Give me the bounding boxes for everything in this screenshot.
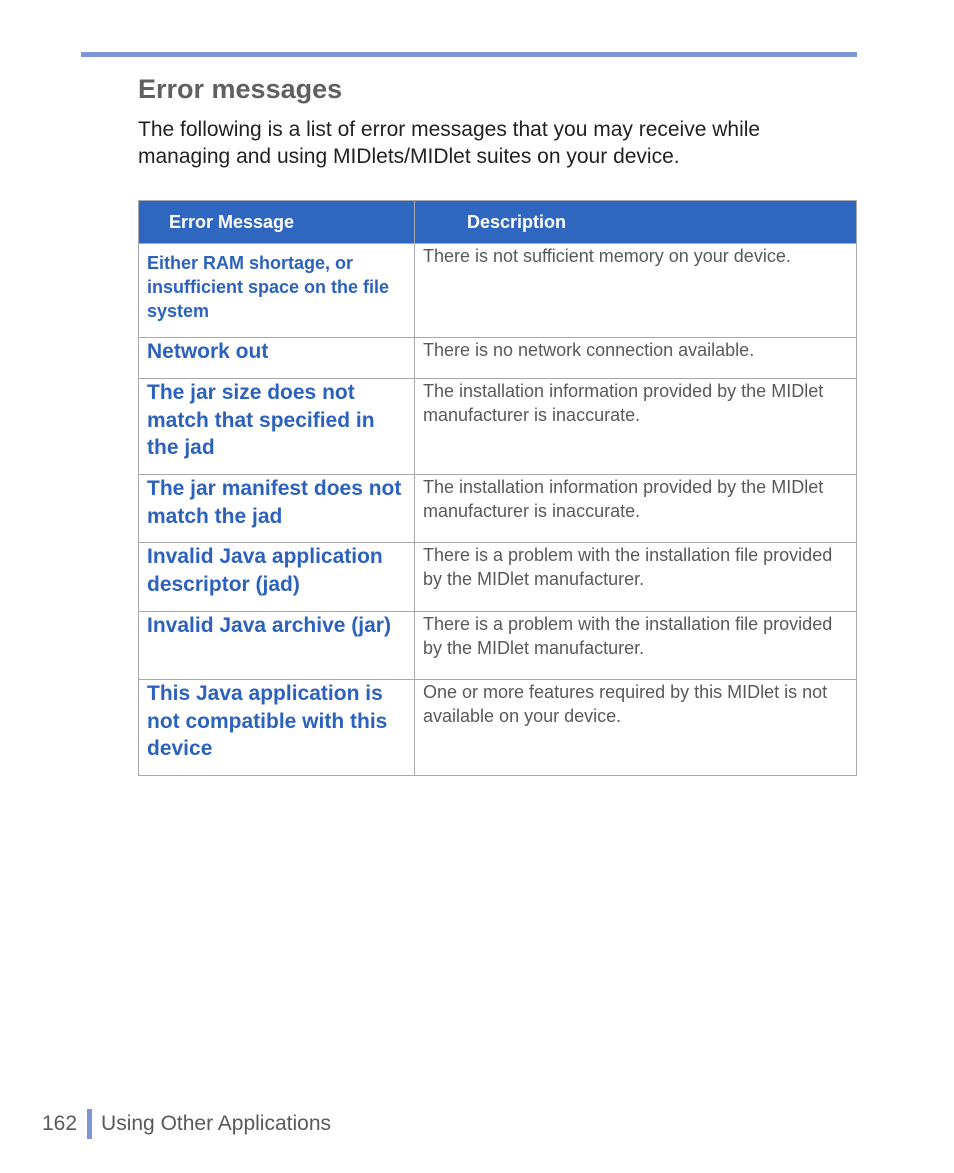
- error-message-cell: Invalid Java application descriptor (jad): [139, 543, 415, 612]
- table-row: [139, 338, 857, 379]
- error-message-cell: Network out: [139, 338, 415, 379]
- error-message-cell: The jar manifest does not match the jad: [139, 475, 415, 543]
- error-message-cell: The jar size does not match that specified in the jad: [139, 379, 415, 475]
- error-messages-table: [138, 200, 857, 776]
- table-row: [139, 475, 857, 543]
- column-header-error-message: Error Message: [139, 201, 415, 244]
- table-row: [139, 379, 857, 475]
- description-cell: There is a problem with the installation file provided by the MIDlet manufacturer.: [415, 543, 857, 612]
- page-number: 162: [42, 1112, 78, 1135]
- intro-paragraph: The following is a list of error messages that you may receive while managing and using MIDlets/MIDlet suites on your device.: [138, 118, 761, 168]
- table-row: [139, 543, 857, 612]
- page-footer: [42, 1108, 331, 1140]
- description-cell: The installation information provided by the MIDlet manufacturer is inaccurate.: [415, 475, 857, 543]
- table-row: [139, 680, 857, 776]
- error-message-cell: Either RAM shortage, or insufficient space on the file system: [139, 244, 415, 338]
- description-cell: There is no network connection available.: [415, 338, 857, 379]
- top-rule: [81, 52, 857, 57]
- description-cell: One or more features required by this MIDlet is not available on your device.: [415, 680, 857, 776]
- error-message-cell: This Java application is not compatible with this device: [139, 680, 415, 776]
- description-cell: The installation information provided by the MIDlet manufacturer is inaccurate.: [415, 379, 857, 475]
- table-row: [139, 244, 857, 338]
- section-name: Using Other Applications: [101, 1112, 332, 1135]
- footer-divider: [87, 1109, 92, 1139]
- description-cell: There is not sufficient memory on your device.: [415, 244, 857, 338]
- page-title: Error messages: [138, 74, 343, 104]
- table-row: [139, 612, 857, 680]
- column-header-description: Description: [415, 201, 857, 244]
- description-cell: There is a problem with the installation file provided by the MIDlet manufacturer.: [415, 612, 857, 680]
- table-header-row: [139, 201, 857, 244]
- error-message-cell: Invalid Java archive (jar): [139, 612, 415, 680]
